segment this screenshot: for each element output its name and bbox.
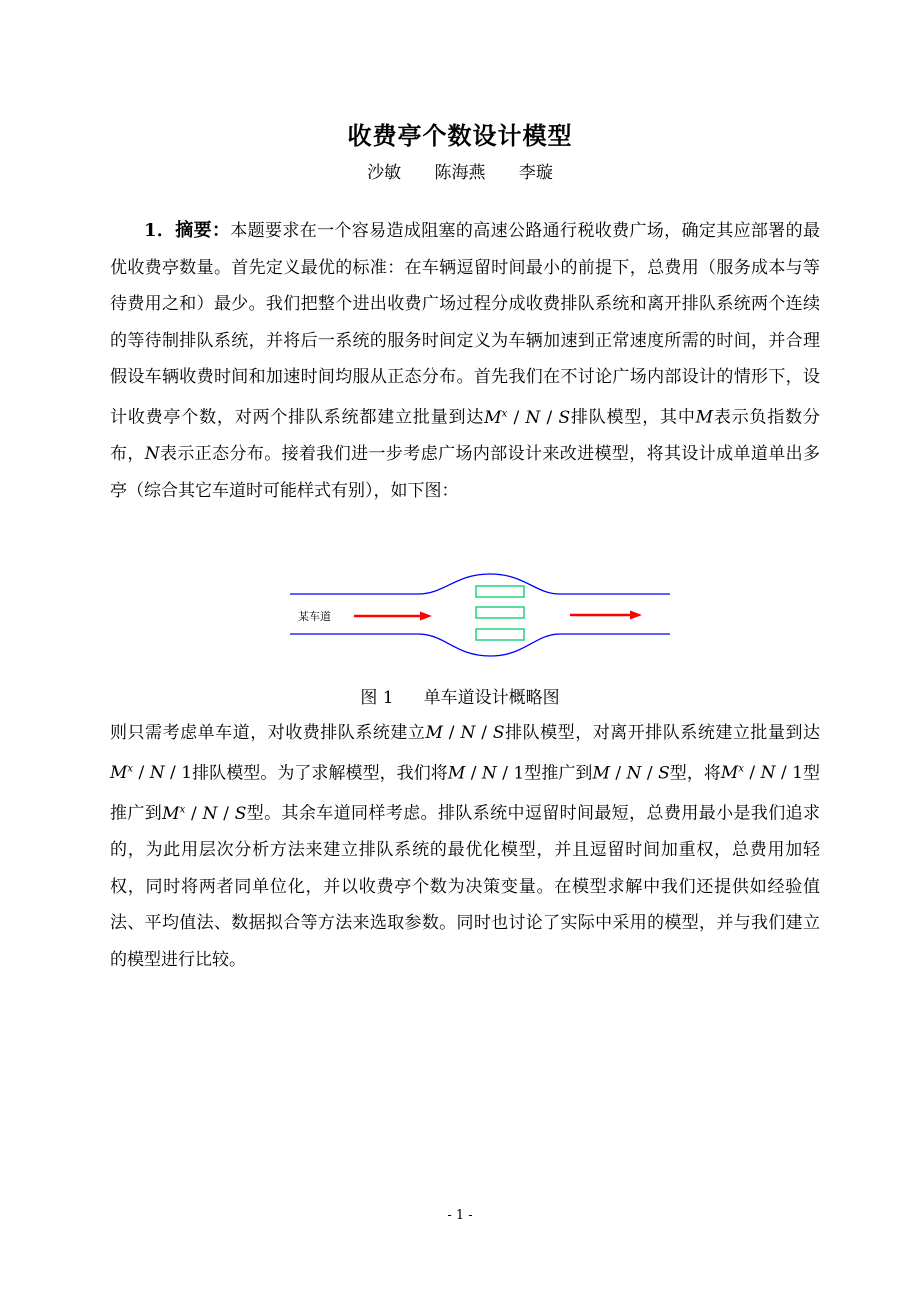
road-bottom-edge bbox=[290, 634, 670, 656]
math-symbol: N bbox=[144, 444, 160, 465]
math-expr: $M^x$ / N / S bbox=[484, 407, 571, 428]
math-expr: M / N / S bbox=[592, 763, 670, 784]
road-top-edge bbox=[290, 574, 670, 594]
abstract-text: 表示负指数分布， bbox=[110, 407, 820, 465]
abstract-paragraph bbox=[110, 213, 820, 509]
paper-title: 收费亭个数设计模型 bbox=[347, 121, 573, 150]
abstract-text: 本题要求在一个容易造成阻塞的高速公路通行税收费广场，确定其应部署的最优收费亭数量。首先定义最优的标准：在车辆逗留时间最小的前提下，总费用（服务成本与等待费用之和）最少。我们把整个进出收费广场过程分成收费排队系统和离开排队系统两个连续的等待制排队系统，并将后一系统的服务时间定义为车辆加速到正常速度所需的时间，并合理假设车辆收费时间和加速时间均服从正态分布。首先我们在不讨论广场内部设计的情形下，设计收费亭个数，对两个排队系统都建立批量到达 bbox=[110, 221, 820, 428]
entry-arrow-head bbox=[420, 612, 432, 621]
page-number: - 1 - bbox=[447, 1208, 473, 1223]
abstract-text: 表示正态分布。接着我们进一步考虑广场内部设计来改进模型，将其设计成单道单出多亭（综合其它车道时可能样式有别），如下图： bbox=[110, 444, 821, 501]
body-paragraph bbox=[110, 715, 820, 978]
math-symbol: M bbox=[695, 407, 714, 428]
lane-diagram bbox=[290, 572, 670, 662]
author-name: 李璇 bbox=[518, 163, 553, 183]
abstract-text: 排队模型，其中 bbox=[570, 407, 696, 428]
math-expr: $M^x$ / N / 1 bbox=[110, 763, 193, 784]
body-text: 型，将 bbox=[669, 763, 721, 784]
toll-booth bbox=[476, 629, 524, 640]
lane-label: 某车道 bbox=[298, 610, 331, 623]
math-expr: M / N / S bbox=[425, 723, 505, 743]
body-text: 排队模型，对离开排队系统建立批量到达 bbox=[504, 723, 821, 743]
body-text: 型推广到 bbox=[524, 763, 593, 784]
abstract-heading: 1．摘要： bbox=[144, 220, 231, 241]
author-list bbox=[0, 158, 920, 183]
math-expr: $M^x$ / N / 1 bbox=[720, 763, 803, 784]
body-text: 型。其余车道同样考虑。排队系统中逗留时间最短，总费用最小是我们追求的，为此用层次分析方法来建立排队系统的最优化模型，并且逗留时间加重权，总费用加轻权，同时将两者同单位化，并以收费亭个数为决策变量。在模型求解中我们还提供如经验值法、平均值法、数据拟合等方法来选取参数。同时也讨论了实际中采用的模型，并与我们建立的模型进行比较。 bbox=[110, 803, 821, 970]
author-name: 沙敏 bbox=[367, 163, 402, 183]
author-name: 陈海燕 bbox=[434, 163, 486, 183]
figure-caption-text: 单车道设计概略图 bbox=[423, 688, 560, 708]
exit-arrow-head bbox=[630, 611, 642, 620]
body-text: 型推广到 bbox=[110, 763, 821, 824]
body-text: 则只需考虑单车道，对收费排队系统建立 bbox=[110, 723, 426, 743]
figure-caption bbox=[0, 683, 920, 708]
math-expr: M / N / 1 bbox=[447, 763, 525, 784]
body-text: 排队模型。为了求解模型，我们将 bbox=[192, 763, 448, 784]
math-expr: $M^x$ / N / S bbox=[162, 803, 247, 824]
figure-number: 图 1 bbox=[360, 688, 394, 708]
toll-booth bbox=[476, 586, 524, 597]
toll-booth bbox=[476, 607, 524, 618]
